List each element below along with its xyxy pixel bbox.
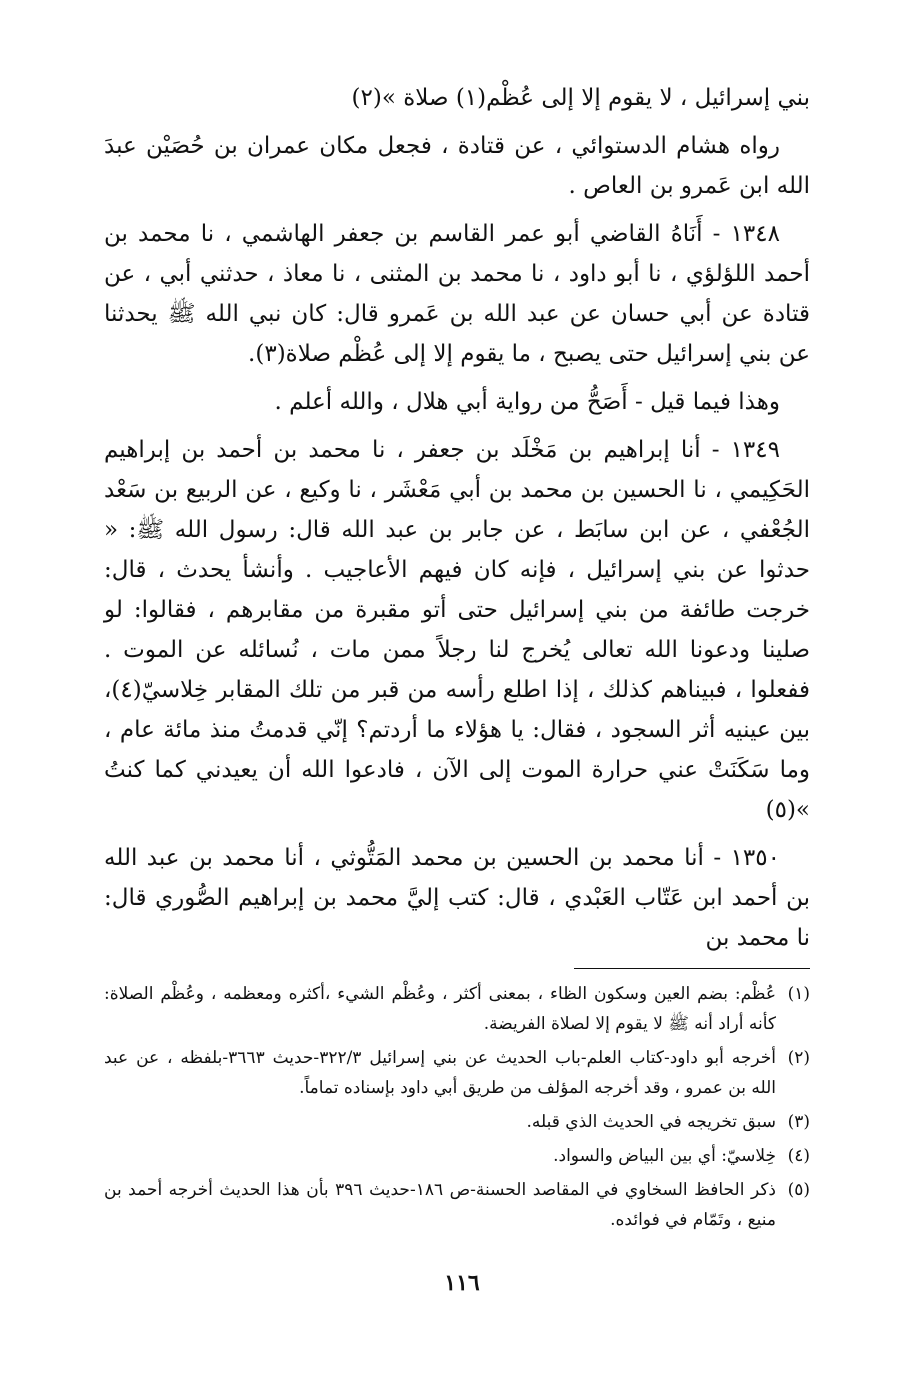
paragraph-continuation: بني إسرائيل ، لا يقوم إلا إلى عُظْم(١) صلاة »(٢) bbox=[351, 85, 810, 111]
footnote-2 bbox=[104, 1043, 810, 1103]
footnotes bbox=[104, 979, 810, 1235]
paragraph-hadith-1348: ١٣٤٨ - أَنَاهُ القاضي أبو عمر القاسم بن جعفر الهاشمي ، نا محمد بن أحمد اللؤلؤي ، نا أبو داود ، نا محمد بن المثنى ، نا معاذ ، حدثني أبي ، عن قتادة عن أبي حسان عن عبد الله بن عَمرو قال: كان نبي الله ﷺ يحدثنا عن بني إسرائيل حتى يصبح ، ما يقوم إلا إلى عُظْم صلاة(٣). bbox=[104, 221, 810, 367]
footnote-4 bbox=[104, 1141, 810, 1171]
footnote-divider bbox=[574, 968, 810, 969]
page-number: ١١٦ bbox=[444, 1270, 480, 1296]
footnote-number: (٢) bbox=[787, 1048, 811, 1068]
footnote-text: عُظْم: بضم العين وسكون الظاء ، بمعنى أكثر ، وعُظْم الشيء ،أكثره ومعظمه ، وعُظْم الصلاة: كأنه أراد أنه ﷺ لا يقوم إلا لصلاة الفريضة. bbox=[104, 984, 776, 1034]
footnote-text: خِلاسيّ: أي بين البياض والسواد. bbox=[553, 1146, 776, 1166]
paragraph-riwaya-note: رواه هشام الدستوائي ، عن قتادة ، فجعل مكان عمران بن حُصَيْن عبدَ الله ابن عَمرو بن العاص . bbox=[104, 133, 810, 199]
paragraph-hadith-1350: ١٣٥٠ - أنا محمد بن الحسين بن محمد المَتُّوثي ، أنا محمد بن عبد الله بن أحمد ابن عَتّاب العَبْدي ، قال: كتب إليَّ محمد بن إبراهيم الصُّوري قال: نا محمد بن bbox=[104, 845, 810, 951]
page bbox=[104, 78, 810, 1239]
footnote-text: أخرجه أبو داود-كتاب العلم-باب الحديث عن بني إسرائيل ٣٢٢/٣-حديث ٣٦٦٣-بلفظه ، عن عبد الله بن عمرو ، وقد أخرجه المؤلف من طريق أبي داود بإسناده تماماً. bbox=[104, 1048, 777, 1098]
footnote-text: سبق تخريجه في الحديث الذي قبله. bbox=[526, 1112, 776, 1132]
paragraph-hadith-1349: ١٣٤٩ - أنا إبراهيم بن مَخْلَد بن جعفر ، نا محمد بن أحمد بن إبراهيم الحَكِيمي ، نا الحسين بن محمد بن أبي مَعْشَر ، نا وكيع ، عن الربيع بن سَعْد الجُعْفي ، عن ابن سابَط ، عن جابر بن عبد الله قال: رسول الله ﷺ: « حدثوا عن بني إسرائيل ، فإنه كان فيهم الأعاجيب . وأنشأ يحدث ، قال: خرجت طائفة من بني إسرائيل حتى أتو مقبرة من مقابرهم ، فقالوا: لو صلينا ودعونا الله تعالى يُخرج لنا رجلاً ممن مات ، نُسائله عن الموت . ففعلوا ، فبيناهم كذلك ، إذا اطلع رأسه من قبر من تلك المقابر خِلاسيّ(٤)، بين عينيه أثر السجود ، فقال: يا هؤلاء ما أردتم؟ إنّي قدمتُ منذ مائة عام ، وما سَكَنَتْ عني حرارة الموت إلى الآن ، فادعوا الله أن يعيدني كما كنتُ »(٥) bbox=[104, 437, 810, 823]
footnote-text: ذكر الحافظ السخاوي في المقاصد الحسنة-ص ١٨٦-حديث ٣٩٦ بأن هذا الحديث أخرجه أحمد بن منيع ، وتَمّام في فوائده. bbox=[104, 1180, 776, 1230]
footnote-3 bbox=[104, 1107, 810, 1137]
main-text bbox=[104, 78, 810, 958]
footnote-number: (٣) bbox=[787, 1112, 810, 1132]
footnote-number: (٤) bbox=[787, 1146, 810, 1166]
footnote-5 bbox=[104, 1175, 810, 1235]
footnote-number: (٥) bbox=[787, 1180, 810, 1200]
footnote-number: (١) bbox=[787, 984, 810, 1004]
paragraph-comment: وهذا فيما قيل - أَصَحُّ من رواية أبي هلال ، والله أعلم . bbox=[274, 389, 780, 415]
footnote-1 bbox=[104, 979, 810, 1039]
